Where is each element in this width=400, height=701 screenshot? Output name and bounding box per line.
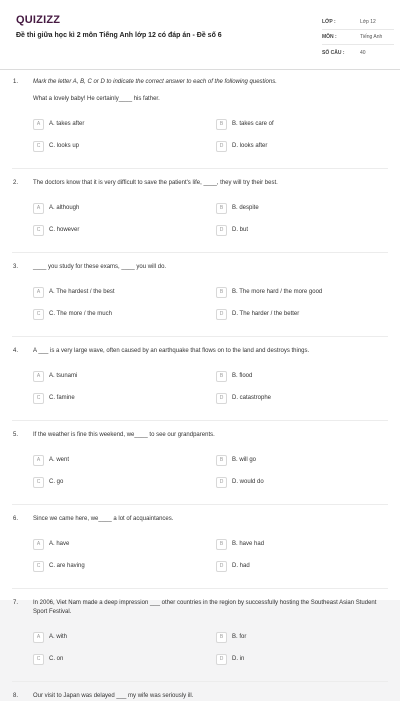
- option-d[interactable]: [216, 140, 267, 152]
- question-divider: [12, 504, 388, 505]
- option-letter-box: A: [33, 539, 44, 550]
- question-instruction: Mark the letter A, B, C or D to indicate the correct answer to each of the following questions.: [33, 79, 277, 85]
- option-text: D. The harder / the better: [232, 311, 300, 317]
- option-d[interactable]: [216, 560, 250, 572]
- option-text: B. flood: [232, 373, 253, 379]
- question-3: [0, 261, 400, 337]
- option-text: D. looks after: [232, 143, 268, 149]
- option-text: B. despite: [232, 205, 259, 211]
- answer-options: [33, 278, 373, 336]
- question-text: Our visit to Japan was delayed ___ my wife was seriously ill.: [33, 693, 194, 699]
- option-letter-box: D: [216, 225, 227, 236]
- option-c[interactable]: [33, 653, 63, 665]
- question-2: [0, 177, 400, 253]
- option-text: D. but: [232, 227, 249, 233]
- option-b[interactable]: [216, 631, 246, 643]
- answer-options: [33, 362, 373, 420]
- meta-label: LỚP :: [322, 19, 336, 25]
- option-letter-box: C: [33, 309, 44, 320]
- option-text: B. for: [232, 634, 247, 640]
- option-text: C. The more / the much: [49, 311, 112, 317]
- option-b[interactable]: [216, 118, 274, 130]
- worksheet-meta: [322, 15, 394, 60]
- question-number: 3.: [13, 264, 19, 270]
- option-letter-box: C: [33, 141, 44, 152]
- option-text: A. takes after: [49, 121, 85, 127]
- option-text: C. looks up: [49, 143, 80, 149]
- option-b[interactable]: [216, 538, 264, 550]
- option-b[interactable]: [216, 370, 252, 382]
- question-number: 8.: [13, 693, 19, 699]
- option-b[interactable]: [216, 286, 322, 298]
- answer-options: [33, 194, 373, 252]
- option-letter-box: B: [216, 287, 227, 298]
- option-d[interactable]: [216, 392, 271, 404]
- option-letter-box: C: [33, 477, 44, 488]
- option-text: D. in: [232, 656, 245, 662]
- meta-label: MÔN :: [322, 34, 337, 40]
- option-letter-box: C: [33, 561, 44, 572]
- option-letter-box: B: [216, 371, 227, 382]
- worksheet-title: Đề thi giữa học kì 2 môn Tiếng Anh lớp 12 có đáp án - Đề số 6: [16, 32, 222, 39]
- question-number: 1.: [13, 79, 19, 85]
- option-letter-box: C: [33, 393, 44, 404]
- option-text: B. will go: [232, 457, 257, 463]
- option-text: A. The hardest / the best: [49, 289, 115, 295]
- option-text: A. went: [49, 457, 70, 463]
- option-text: A. have: [49, 541, 70, 547]
- option-letter-box: D: [216, 561, 227, 572]
- question-number: 4.: [13, 348, 19, 354]
- option-letter-box: D: [216, 393, 227, 404]
- option-text: C. famine: [49, 395, 75, 401]
- question-divider: [12, 252, 388, 253]
- option-letter-box: D: [216, 309, 227, 320]
- quizizz-logo: QUIZIZZ: [16, 14, 61, 26]
- worksheet-header: [0, 0, 400, 70]
- option-a[interactable]: [33, 118, 84, 130]
- question-7: [0, 597, 400, 682]
- option-text: C. are having: [49, 563, 85, 569]
- question-1: [0, 76, 400, 169]
- option-text: C. however: [49, 227, 80, 233]
- option-a[interactable]: [33, 286, 115, 298]
- option-letter-box: A: [33, 371, 44, 382]
- option-letter-box: D: [216, 141, 227, 152]
- option-a[interactable]: [33, 538, 69, 550]
- option-text: A. with: [49, 634, 68, 640]
- question-number: 2.: [13, 180, 19, 186]
- option-c[interactable]: [33, 560, 85, 572]
- option-letter-box: A: [33, 119, 44, 130]
- meta-row-question-count: [322, 45, 394, 60]
- question-5: [0, 429, 400, 505]
- option-c[interactable]: [33, 140, 79, 152]
- meta-value: Lớp 12: [360, 19, 376, 25]
- option-letter-box: C: [33, 225, 44, 236]
- option-text: A. although: [49, 205, 80, 211]
- meta-row-grade: [322, 15, 394, 30]
- option-d[interactable]: [216, 653, 244, 665]
- question-text: Since we came here, we____ a lot of acquaintances.: [33, 516, 174, 522]
- question-text: ____ you study for these exams, ____ you will do.: [33, 264, 167, 270]
- option-a[interactable]: [33, 631, 67, 643]
- option-letter-box: A: [33, 455, 44, 466]
- option-a[interactable]: [33, 202, 79, 214]
- option-text: C. on: [49, 656, 64, 662]
- answer-options: [33, 446, 373, 504]
- option-letter-box: B: [216, 632, 227, 643]
- option-letter-box: A: [33, 632, 44, 643]
- option-letter-box: D: [216, 654, 227, 665]
- option-letter-box: D: [216, 477, 227, 488]
- question-number: 5.: [13, 432, 19, 438]
- option-letter-box: A: [33, 287, 44, 298]
- option-text: D. had: [232, 563, 250, 569]
- meta-row-subject: [322, 30, 394, 45]
- question-divider: [12, 168, 388, 169]
- option-b[interactable]: [216, 202, 259, 214]
- option-text: B. The more hard / the more good: [232, 289, 323, 295]
- question-text: If the weather is fine this weekend, we____ to see our grandparents.: [33, 432, 215, 438]
- option-d[interactable]: [216, 224, 248, 236]
- option-text: D. would do: [232, 479, 264, 485]
- option-letter-box: C: [33, 654, 44, 665]
- question-number: 7.: [13, 600, 19, 606]
- option-d[interactable]: [216, 308, 299, 320]
- option-text: A. tsunami: [49, 373, 78, 379]
- option-a[interactable]: [33, 454, 69, 466]
- meta-label: SỐ CÂU :: [322, 49, 345, 56]
- option-c[interactable]: [33, 308, 112, 320]
- answer-options: [33, 110, 373, 168]
- option-letter-box: A: [33, 203, 44, 214]
- option-c[interactable]: [33, 392, 75, 404]
- question-text: A ___ is a very large wave, often caused by an earthquake that flows on to the land and destroys things.: [33, 348, 310, 354]
- question-4: [0, 345, 400, 421]
- question-list: [0, 76, 400, 701]
- question-divider: [12, 588, 388, 589]
- question-text: In 2006, Viet Nam made a deep impression ___ other countries in the region by successfully hosting the Southeast Asian Student Sport Festival.: [33, 600, 377, 615]
- question-6: [0, 513, 400, 589]
- option-letter-box: B: [216, 203, 227, 214]
- question-divider: [12, 336, 388, 337]
- answer-options: [33, 530, 373, 588]
- question-number: 6.: [13, 516, 19, 522]
- option-text: D. catastrophe: [232, 395, 272, 401]
- answer-options: [33, 623, 373, 681]
- meta-value: Tiếng Anh: [360, 34, 383, 40]
- meta-value: 40: [360, 49, 366, 56]
- option-letter-box: B: [216, 539, 227, 550]
- option-text: B. takes care of: [232, 121, 274, 127]
- option-text: B. have had: [232, 541, 265, 547]
- option-d[interactable]: [216, 476, 264, 488]
- question-text: What a lovely baby! He certainly____ his father.: [33, 96, 160, 102]
- option-c[interactable]: [33, 476, 63, 488]
- question-8: [0, 690, 400, 701]
- question-divider: [12, 420, 388, 421]
- option-letter-box: B: [216, 455, 227, 466]
- option-c[interactable]: [33, 224, 79, 236]
- option-text: C. go: [49, 479, 64, 485]
- option-letter-box: B: [216, 119, 227, 130]
- option-a[interactable]: [33, 370, 77, 382]
- option-b[interactable]: [216, 454, 256, 466]
- question-divider: [12, 681, 388, 682]
- question-text: The doctors know that it is very difficult to save the patient's life, ____, they will try their best.: [33, 180, 278, 186]
